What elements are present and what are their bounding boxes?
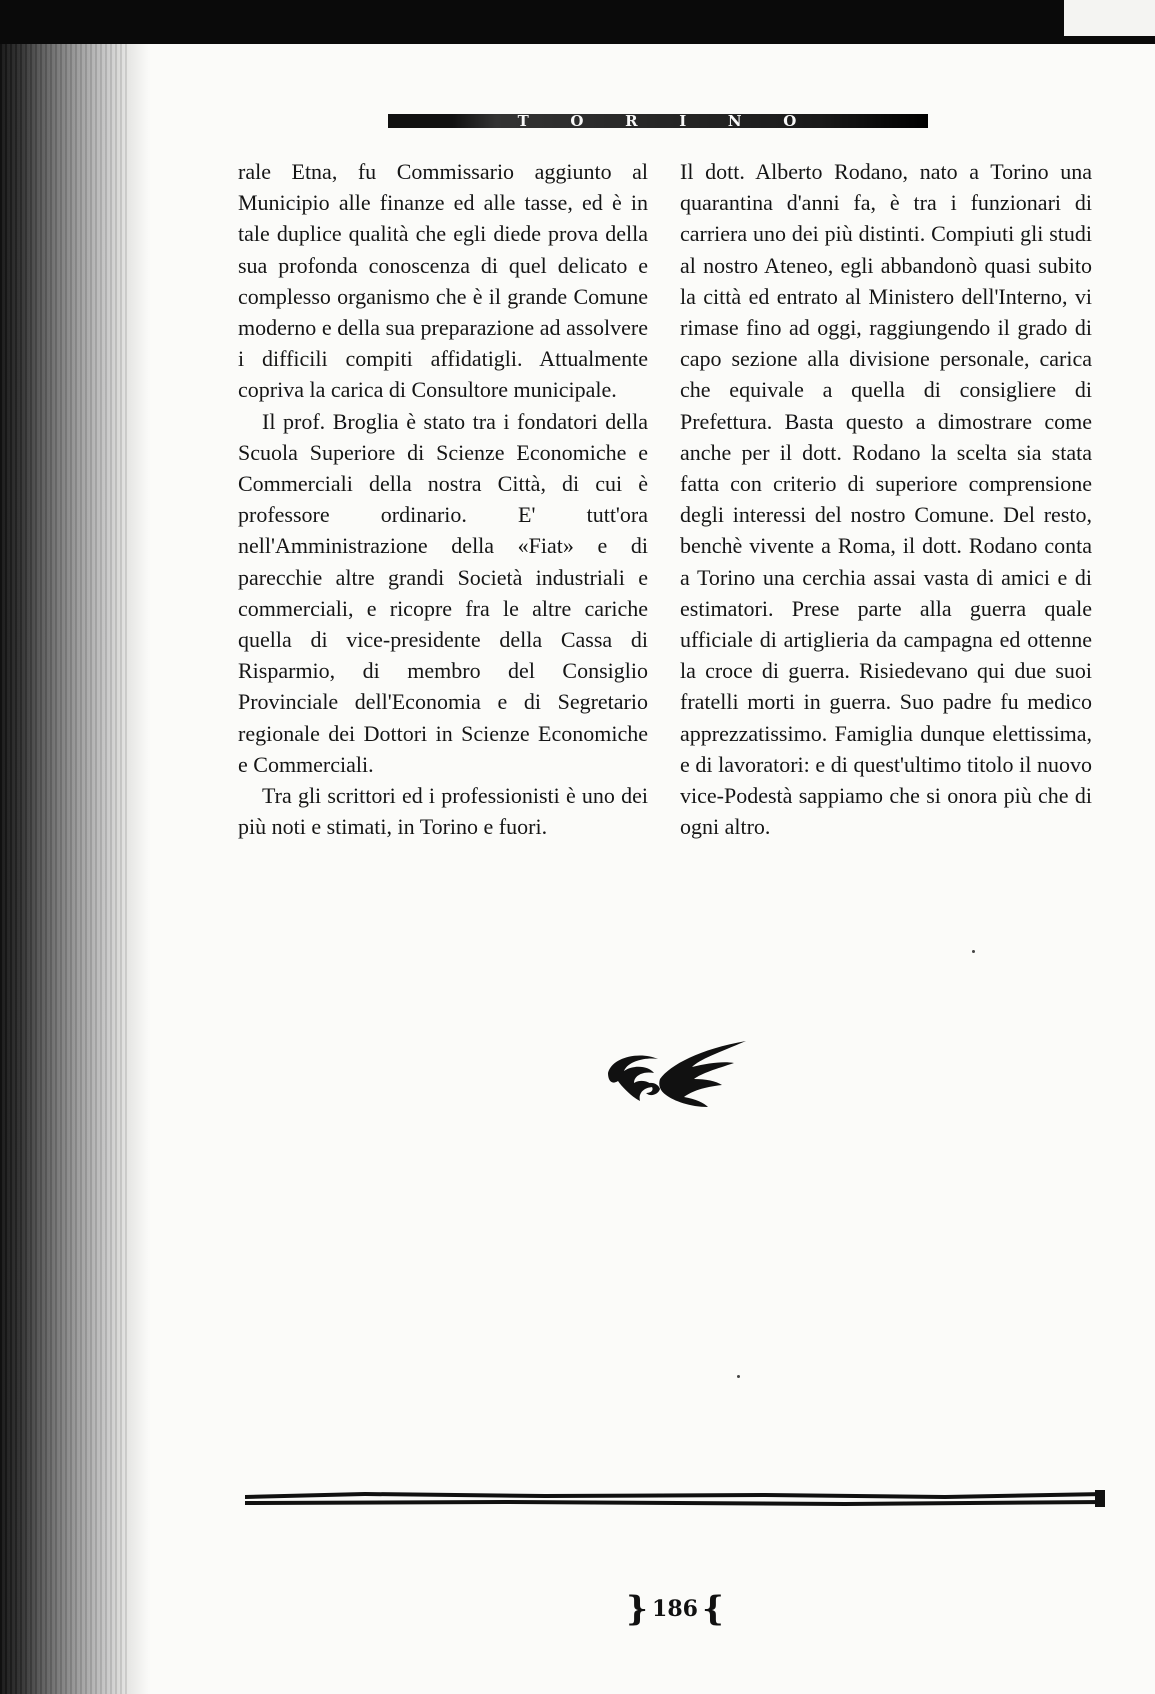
running-title-letter: T [517,112,531,130]
running-title-letter: O [783,112,799,130]
footer-rule [245,1487,1105,1509]
scan-speck [972,950,975,953]
page-number-value: 186 [652,1596,698,1622]
running-title-letter: I [679,112,689,130]
running-title-letter: N [727,112,744,130]
page-number-brace-right: { [701,1589,724,1629]
left-text-column [238,156,648,842]
binding-streaks [0,44,130,1694]
running-title-letter: R [625,112,640,130]
right-text-column [680,156,1092,842]
page-number [620,1588,730,1630]
scan-corner [1064,0,1155,36]
running-title [388,110,928,132]
wing-ornament-icon [600,1035,750,1115]
paragraph: Il dott. Alberto Rodano, nato a Torino una quarantina d'anni fa, è tra i funzionari di carriera uno dei più distinti. Compiuti gli studi al nostro Ateneo, egli abbandonò quasi subito la città ed entrato al Ministero dell'Interno, vi rimase fino ad oggi, raggiungendo il grado di capo sezione alla divisione personale, carica che equivale a quella di consigliere di Prefettura. Basta questo a dimostrare come anche per il dott. Rodano la scelta sia stata fatta con criterio di superiore comprensione degli interessi del nostro Comune. Del resto, benchè vivente a Roma, il dott. Rodano conta a Torino una cerchia assai vasta di amici e di estimatori. Prese parte alla guerra quale ufficiale di artiglieria da campagna ed ottenne la croce di guerra. Risiedevano qui due suoi fratelli morti in guerra. Suo padre fu medico apprezzatissimo. Famiglia dunque elettissima, e di lavoratori: e di quest'ultimo titolo il nuovo vice-Podestà sappiamo che si onora più che di ogni altro. [680,159,1092,840]
running-header [388,110,928,132]
paragraph: rale Etna, fu Commissario aggiunto al Municipio alle finanze ed alle tasse, ed è in tale duplice qualità che egli diede prova della sua profonda conoscenza di quel delicato e complesso organismo che è il grande Comune moderno e della sua preparazione ad assolvere i difficili compiti affidatigli. Attualmente copriva la carica di Consultore municipale. [238,159,648,403]
scan-speck [737,1375,740,1378]
running-title-letter: O [570,112,586,130]
paragraph: Tra gli scrittori ed i professionisti è uno dei più noti e stimati, in Torino e fuori. [238,783,648,840]
page-number-brace-left: } [626,1589,649,1629]
paragraph: Il prof. Broglia è stato tra i fondatori della Scuola Superiore di Scienze Economiche e Commerciali della nostra Città, di cui è professore ordinario. E' tutt'ora nell'Amministrazione della «Fiat» e di parecchie altre grandi Società industriali e commerciali, e ricopre fra le altre cariche quella di vice-presidente della Cassa di Risparmio, di membro del Consiglio Provinciale dell'Economia e di Segretario regionale dei Dottori in Scienze Economiche e Commerciali. [238,408,648,777]
